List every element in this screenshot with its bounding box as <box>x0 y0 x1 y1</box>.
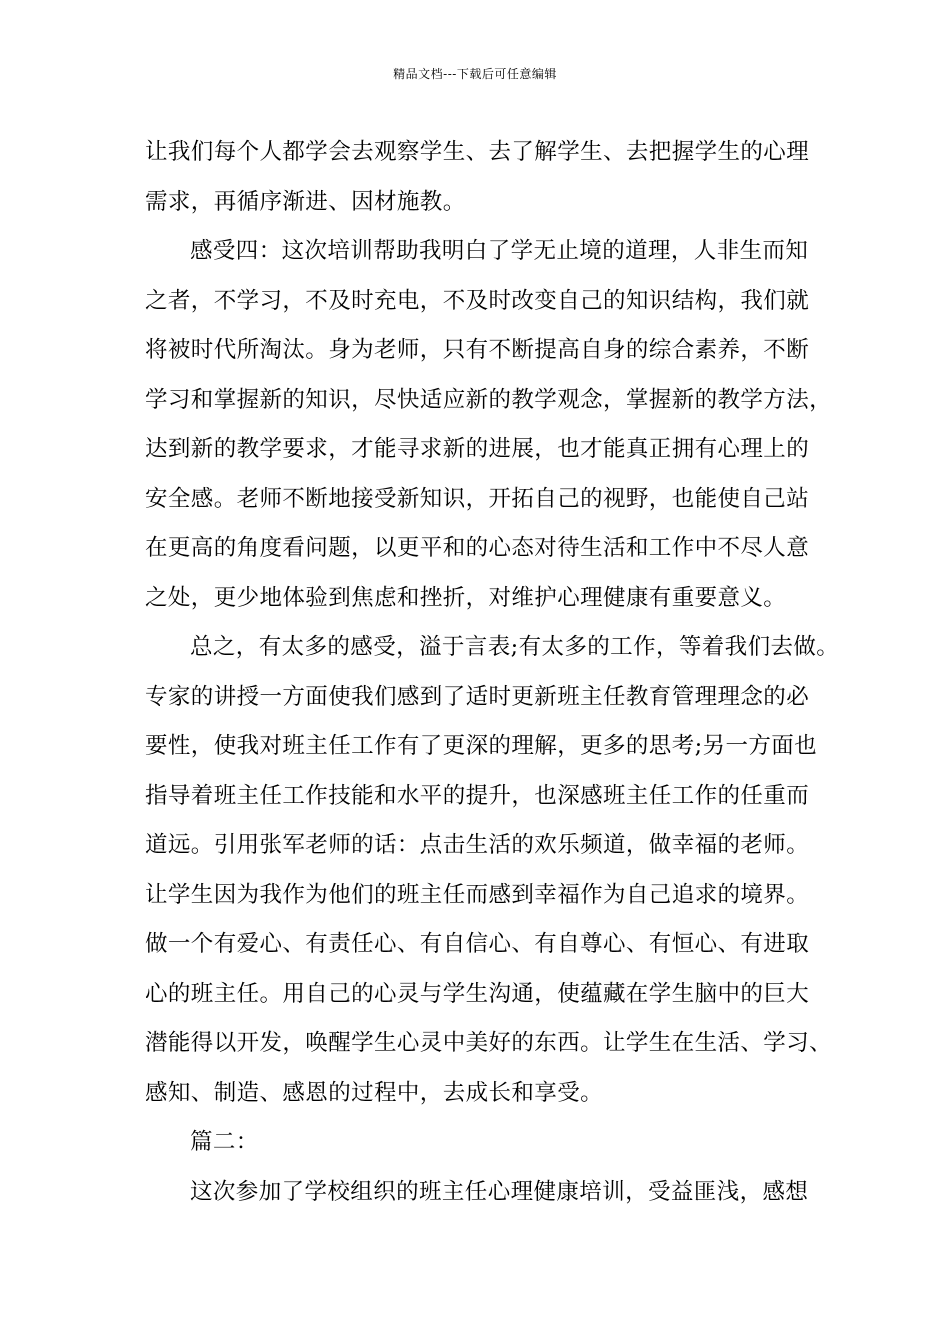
text-line: 潜能得以开发，唤醒学生心灵中美好的东西。让学生在生活、学习、 <box>145 1030 833 1056</box>
text-line: 指导着班主任工作技能和水平的提升，也深感班主任工作的任重而 <box>145 782 810 809</box>
text-line: 心的班主任。用自己的心灵与学生沟通，使蕴藏在学生脑中的巨大 <box>145 980 810 1007</box>
text-line: 学习和掌握新的知识，尽快适应新的教学观念，掌握新的教学方法， <box>145 386 833 413</box>
text-line: 道远。引用张军老师的话：点击生活的欢乐频道，做幸福的老师。 <box>145 832 810 858</box>
text-line: 之者，不学习，不及时充电，不及时改变自己的知识结构，我们就 <box>145 287 810 314</box>
text-line: 将被时代所淘汰。身为老师，只有不断提高自身的综合素养，不断 <box>145 337 810 363</box>
text-line: 感知、制造、感恩的过程中，去成长和享受。 <box>145 1079 604 1106</box>
paragraph-start: 这次参加了学校组织的班主任心理健康培训，受益匪浅，感想 <box>190 1178 809 1205</box>
text-line: 需求，再循序渐进、因材施教。 <box>145 188 466 215</box>
text-line: 在更高的角度看问题，以更平和的心态对待生活和工作中不尽人意 <box>145 535 810 561</box>
section-heading: 篇二： <box>190 1129 259 1155</box>
page-header: 精品文档---下载后可任意编辑 <box>393 67 557 81</box>
text-line: 让我们每个人都学会去观察学生、去了解学生、去把握学生的心理 <box>145 139 810 165</box>
text-line: 专家的讲授一方面使我们感到了适时更新班主任教育管理理念的必 <box>145 683 810 710</box>
paragraph-start: 总之，有太多的感受，溢于言表;有太多的工作，等着我们去做。 <box>190 634 840 660</box>
text-line: 做一个有爱心、有责任心、有自信心、有自尊心、有恒心、有进取 <box>145 931 810 957</box>
text-line: 之处，更少地体验到焦虑和挫折，对维护心理健康有重要意义。 <box>145 584 787 611</box>
text-line: 安全感。老师不断地接受新知识，开拓自己的视野，也能使自己站 <box>145 485 810 512</box>
text-line: 要性，使我对班主任工作有了更深的理解，更多的思考;另一方面也 <box>145 733 818 759</box>
paragraph-start: 感受四：这次培训帮助我明白了学无止境的道理，人非生而知 <box>190 238 809 264</box>
document-body <box>145 128 840 1217</box>
text-line: 达到新的教学要求，才能寻求新的进展，也才能真正拥有心理上的 <box>145 436 810 462</box>
text-line: 让学生因为我作为他们的班主任而感到幸福作为自己追求的境界。 <box>145 881 810 908</box>
